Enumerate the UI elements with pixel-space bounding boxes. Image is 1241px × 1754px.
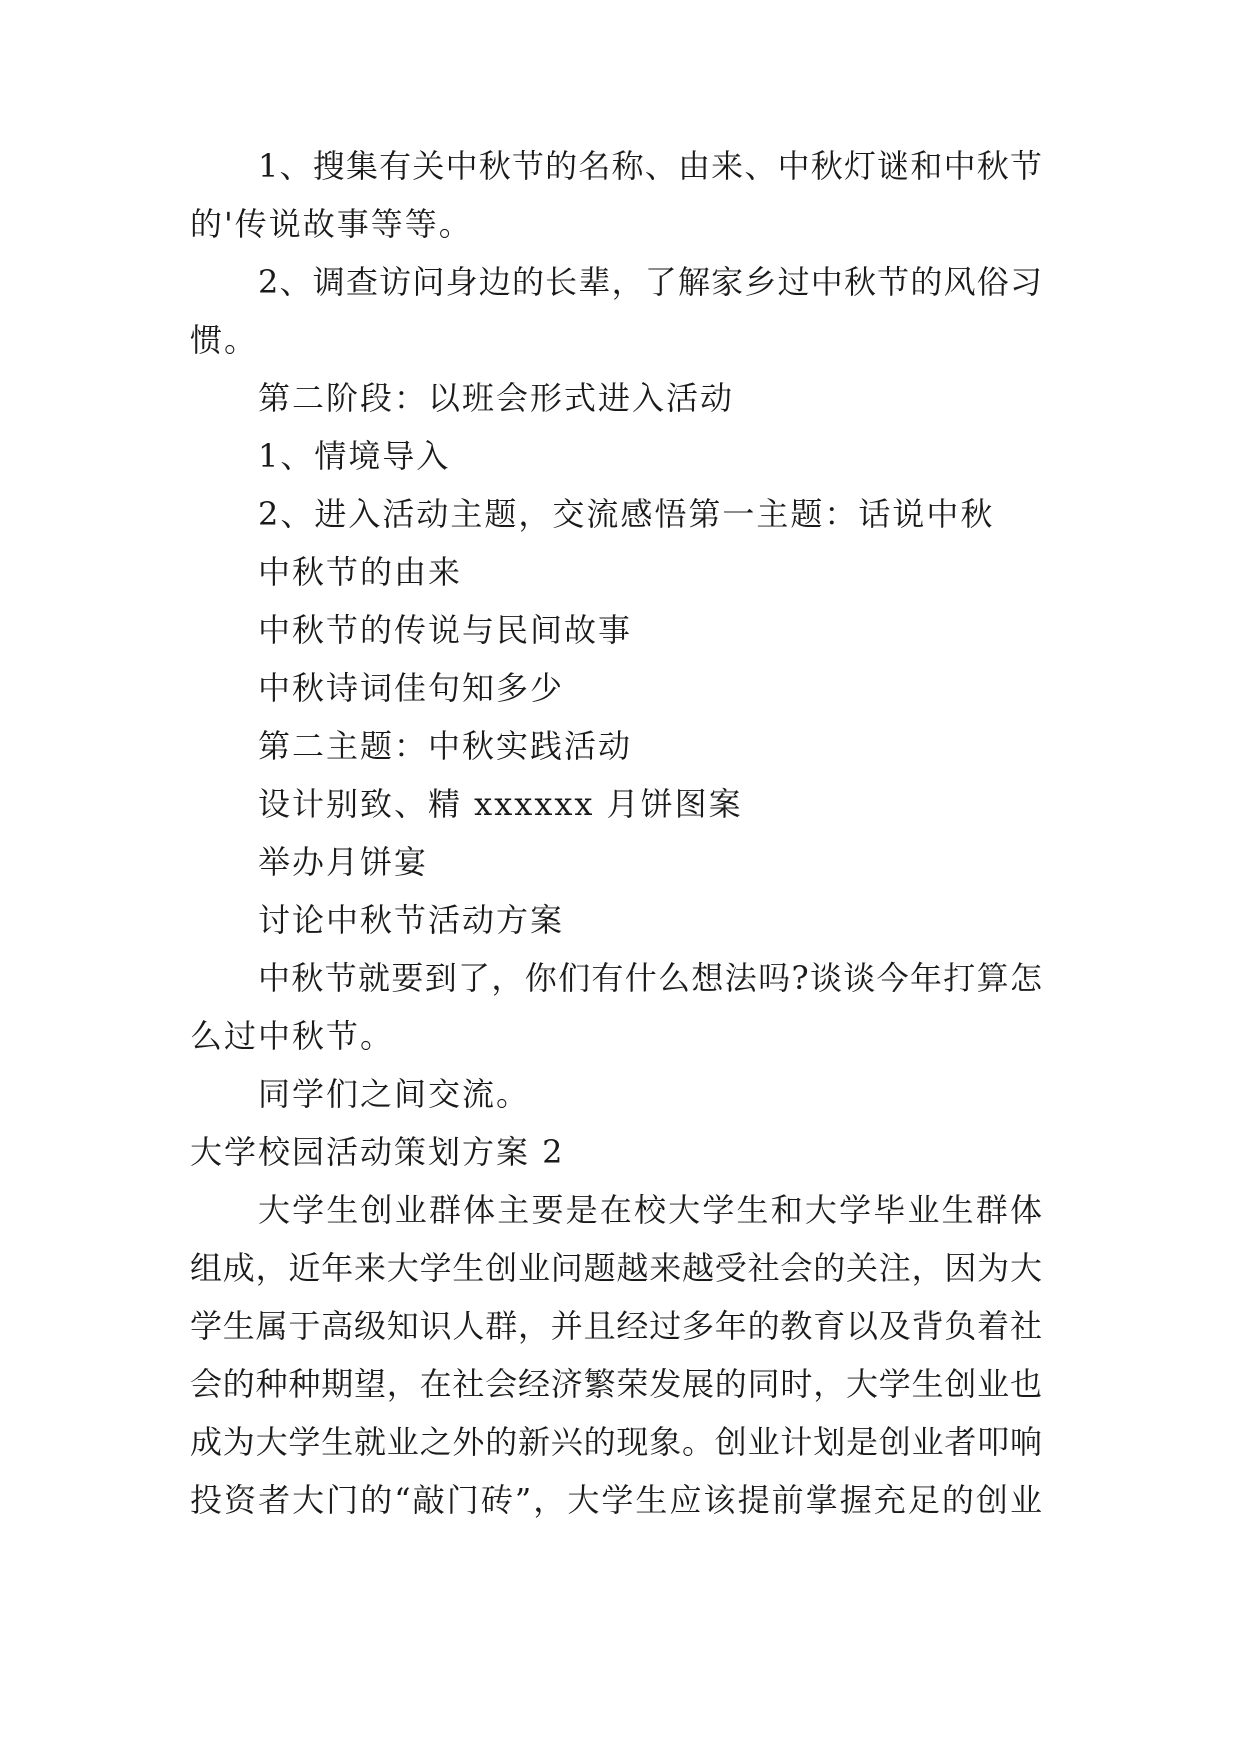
- list-item: 设计别致、精 xxxxxx 月饼图案: [258, 785, 743, 823]
- paragraph-line: 1、搜集有关中秋节的名称、由来、中秋灯谜和中秋节: [258, 147, 1042, 185]
- paragraph-line: 惯。: [190, 321, 259, 359]
- paragraph-line: 成为大学生就业之外的新兴的现象。创业计划是创业者叩响: [190, 1423, 1042, 1461]
- paragraph-line: 学生属于高级知识人群，并且经过多年的教育以及背负着社: [190, 1307, 1042, 1345]
- list-item: 1、情境导入: [258, 437, 451, 475]
- list-item: 举办月饼宴: [258, 843, 429, 881]
- list-item: 中秋节的由来: [258, 553, 463, 591]
- paragraph-line: 组成，近年来大学生创业问题越来越受社会的关注，因为大: [190, 1249, 1042, 1287]
- paragraph-line: 投资者大门的“敲门砖”，大学生应该提前掌握充足的创业: [190, 1481, 1042, 1519]
- list-item: 中秋诗词佳句知多少: [258, 669, 565, 707]
- paragraph-line: 的'传说故事等等。: [190, 205, 473, 243]
- list-item: 讨论中秋节活动方案: [258, 901, 565, 939]
- list-item: 中秋节的传说与民间故事: [258, 611, 633, 649]
- list-item: 2、进入活动主题，交流感悟第一主题：话说中秋: [258, 495, 995, 533]
- section-heading: 第二阶段：以班会形式进入活动: [258, 379, 735, 417]
- document-title: 大学校园活动策划方案 2: [190, 1133, 565, 1171]
- paragraph-line: 2、调查访问身边的长辈，了解家乡过中秋节的风俗习: [258, 263, 1042, 301]
- section-heading: 第二主题：中秋实践活动: [258, 727, 633, 765]
- paragraph-line: 会的种种期望，在社会经济繁荣发展的同时，大学生创业也: [190, 1365, 1042, 1403]
- paragraph-line: 么过中秋节。: [190, 1017, 395, 1055]
- paragraph-line: 大学生创业群体主要是在校大学生和大学毕业生群体: [258, 1191, 1042, 1229]
- paragraph-line: 中秋节就要到了，你们有什么想法吗?谈谈今年打算怎: [258, 959, 1042, 997]
- paragraph-line: 同学们之间交流。: [258, 1075, 531, 1113]
